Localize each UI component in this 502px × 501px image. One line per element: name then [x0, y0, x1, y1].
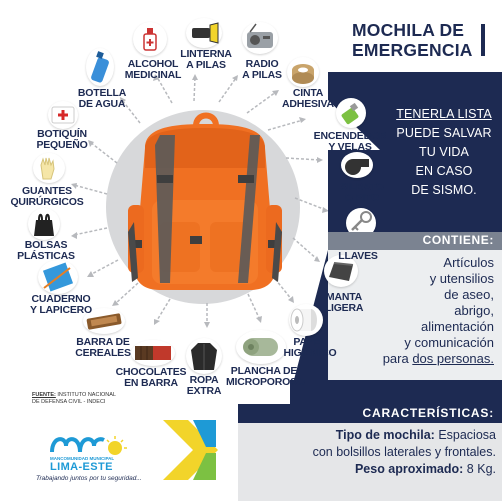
caracteristicas-peso [240, 462, 496, 476]
label-manta: MANTA LIGERA [324, 291, 364, 314]
contiene-bottom-band [290, 380, 502, 404]
caracteristicas-header: CARACTERÍSTICAS: [362, 406, 494, 420]
jacket-icon [186, 338, 222, 374]
tagline-line-5: DE SISMO. [411, 183, 477, 197]
peso-label: Peso aproximado: [354, 462, 464, 476]
logo-slogan: Trabajando juntos por tu seguridad... [36, 475, 142, 482]
label-cereales: BARRA DE CEREALES [75, 336, 131, 359]
tagline-line-2: PUEDE SALVAR [396, 126, 492, 140]
label-bolsas: BOLSAS PLÁSTICAS [17, 239, 75, 262]
label-botella: BOTELLA DE AGUA [77, 87, 127, 110]
contiene-line-7-link: dos personas. [412, 351, 494, 366]
label-botiquin: BOTIQUÍN PEQUEÑO [36, 128, 88, 151]
label-cinta: CINTA ADHESIVA [282, 87, 334, 110]
lima-este-logo-mark [52, 436, 127, 455]
backpack-illustration [128, 116, 282, 291]
label-copia: LLAVES [338, 250, 378, 262]
whistle-icon [341, 152, 373, 178]
water-bottle-icon [86, 48, 114, 86]
title-line-2: EMERGENCIA [352, 40, 473, 60]
lighter-icon [336, 98, 366, 128]
contiene-line-2: y utensilios [429, 271, 494, 286]
label-plancha: PLANCHA DE MICROPOROSO [226, 365, 305, 388]
label-linterna: LINTERNA A PILAS [180, 48, 232, 71]
alcohol-bottle-icon [133, 22, 167, 56]
brand-chevron-logo [163, 420, 218, 480]
radio-icon [242, 22, 278, 54]
tagline-line-3: TU VIDA [418, 145, 469, 159]
logo-small-text: MANCOMUNIDAD MUNICIPAL [50, 456, 115, 461]
caracteristicas-tipo-2: con bolsillos laterales y frontales. [312, 445, 496, 459]
fuente-label: FUENTE: [32, 392, 56, 398]
contiene-line-1: Artículos [443, 255, 494, 270]
logo-name: LIMA-ESTE [50, 461, 113, 473]
fuente-line-2: DE DEFENSA CIVIL - INDECI [32, 399, 106, 405]
fuente-text [32, 392, 152, 406]
title-accent-bar [481, 24, 485, 56]
plastic-bag-icon [28, 208, 60, 240]
tape-icon [287, 57, 319, 87]
contiene-header: CONTIENE: [422, 233, 494, 247]
label-encendedor: ENCENDEDOR Y VELAS [313, 130, 387, 153]
gloves-icon [33, 153, 65, 183]
tagline-line-1: TENERLA LISTA [396, 107, 492, 121]
flashlight-icon [186, 18, 222, 48]
title-line-1: MOCHILA DE [352, 20, 465, 40]
label-alcohol: ALCOHOL MEDICINAL [124, 58, 182, 81]
contiene-line-6: y comunicación [404, 335, 494, 350]
contiene-line-7 [300, 351, 494, 367]
notebook-icon [38, 260, 78, 294]
label-guantes: GUANTES QUIRÚRGICOS [10, 185, 84, 208]
contiene-line-3: de aseo, [444, 287, 494, 302]
tipo-value-1: Espaciosa [434, 428, 496, 442]
label-cuaderno: CUADERNO Y LAPICERO [30, 293, 92, 316]
label-ropa: ROPA EXTRA [186, 374, 222, 397]
tagline-line-4: EN CASO [415, 164, 473, 178]
label-papel: PAPEL HIGIÉNICO [283, 336, 337, 359]
label-chocolates: CHOCOLATES EN BARRA [115, 366, 187, 389]
contiene-line-5: alimentación [421, 319, 494, 334]
label-radio: RADIO A PILAS [242, 58, 282, 81]
label-silbato: SILBATO O PITO [340, 181, 384, 204]
fuente-line-1: INSTITUTO NACIONAL [55, 392, 116, 398]
caracteristicas-tipo [240, 428, 496, 442]
tipo-label: Tipo de mochila: [335, 428, 435, 442]
contiene-line-4: abrigo, [454, 303, 494, 318]
contiene-line-7-pre: para [382, 351, 413, 366]
peso-value: 8 Kg. [463, 462, 496, 476]
